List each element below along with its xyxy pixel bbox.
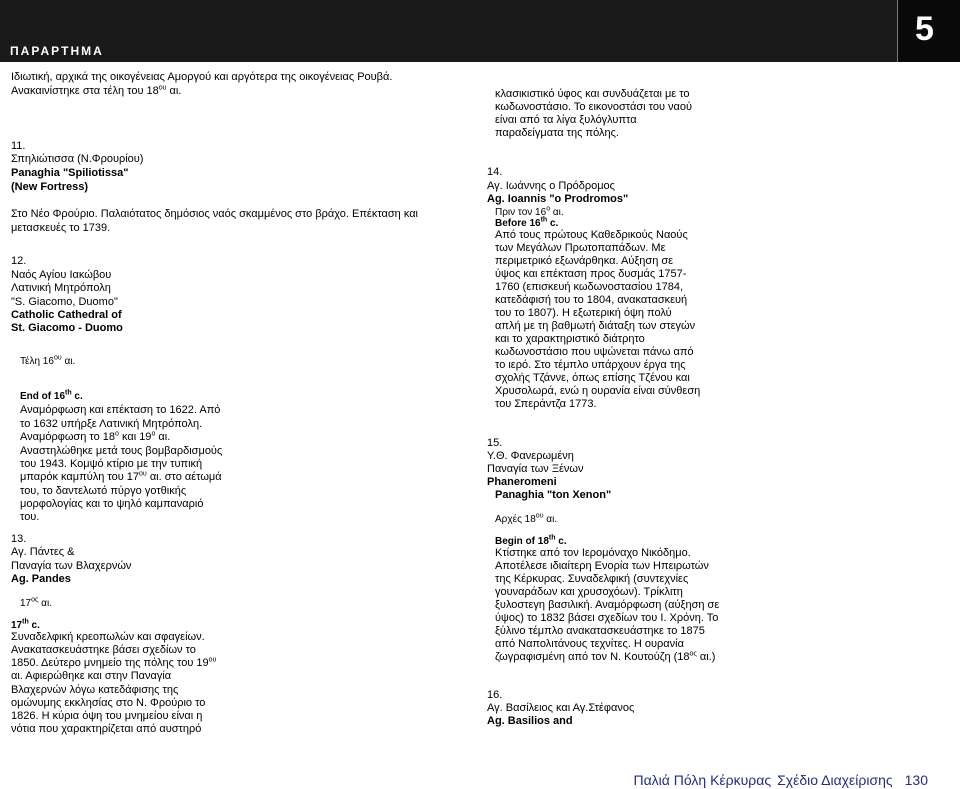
entry-15-number: 15. (487, 437, 503, 449)
entry-12-desc-7: του, το δαντελωτό πύργο γοτθικής (20, 485, 187, 497)
entry-14-desc-3: περιμετρικό εξωνάρθηκα. Αύξηση σε (495, 255, 674, 267)
entry-15-desc-9: ζωγραφισμένη από τον Ν. Κουτούζη ($18^{o\varsigma}$ αι.) (495, 650, 716, 663)
entry-13-desc-6: ομώνυμης εκκλησίας στο Ν. Φρούριο το (11, 697, 206, 709)
footer-subtitle: Σχέδιο Διαχείρισης (777, 772, 893, 788)
entry-15-desc-5: ξυλοστεγη βασιλική. Αναμόρφωση (αύξηση σε (495, 599, 720, 611)
entry-14-desc-12: σχολής Τζάννε, όπως επίσης Τζένου και (495, 372, 690, 384)
entry-12-name-2: Λατινική Μητρόπολη (11, 282, 111, 294)
entry-12-date-en: End of 16th c. (20, 389, 83, 402)
entry-13-date-en: 17th c. (11, 618, 40, 631)
entry-13-number: 13. (11, 533, 27, 545)
entry-14-desc-10: κωδωνοστάσιο που υψώνεται πάνω από (495, 346, 694, 358)
entry-15-name-1: Υ.Θ. Φανερωμένη (487, 450, 574, 462)
entry-11-desc-2: μετασκευές το 1739. (11, 222, 111, 234)
entry-12-desc-3: Αναμόρφωση το $18^o$ και $19^o$ αι. (20, 430, 171, 443)
entry-14-desc-4: ύψος και επέκταση προς δυσμάς 1757- (495, 268, 687, 280)
entry-13-desc-4: αι. Αφιερώθηκε και στην Παναγία (11, 670, 172, 682)
entry-11-desc-1: Στο Νέο Φρούριο. Παλαιότατος δημόσιος ναός σκαμμένος στο βράχο. Επέκταση και (11, 208, 418, 220)
entry-14-desc-1: Από τους πρώτους Καθεδρικούς Ναούς (495, 229, 688, 241)
entry-14-name-en: Ag. Ioannis "o Prodromos" (487, 193, 629, 205)
entry-14-name-gr: Αγ. Ιωάννης ο Πρόδρομος (487, 180, 615, 192)
entry-13-desc-2: Ανακατασκευάστηκε βάσει σχεδίων το (11, 644, 196, 656)
entry-14-desc-14: του Σπεράντζα 1773. (495, 398, 597, 410)
entry-13-desc-3: 1850. Δεύτερο μνημείο της πόλης του $19^{o\upsilon}$ (11, 656, 217, 669)
entry-14-desc-9: και το χαρακτηριστικό διάτρητο (495, 333, 645, 345)
entry-11-name-en: Panaghia "Spiliotissa" (11, 167, 129, 179)
entry-12-number: 12. (11, 255, 27, 267)
entry-13-desc-5: Βλαχερνών λόγω κατεδάφισης της (11, 684, 179, 696)
entry-13-date-gr: $17^{o\varsigma}$ αι. (20, 596, 52, 609)
chapter-number: 5 (915, 10, 934, 48)
entry-14-desc-8: απλή με τη βαθμωτή διάταξη των στεγών (495, 320, 696, 332)
entry-14-desc-7: του το 1807). Η εξωτερική όψη πολύ (495, 307, 672, 319)
entry-11-name-gr: Σπηλιώτισσα (Ν.Φρουρίου) (11, 153, 144, 165)
entry-15-desc-7: ξύλινο τέμπλο ανακατασκευάστηκε το 1875 (495, 625, 705, 637)
entry-14-date-gr: Πριν τον $16^o$ αι. (495, 205, 564, 218)
chapter-number-box (897, 0, 960, 62)
entry-12-name-3: "S. Giacomo, Duomo" (11, 296, 118, 308)
page-footer (627, 772, 928, 788)
entry-15-date-gr: Αρχές $18^{o\upsilon}$ αι. (495, 512, 558, 525)
entry-12-desc-8: μορφολογίας και το ψηλό καμπαναριό (20, 498, 204, 510)
header-bar (0, 0, 960, 62)
entry-16-number: 16. (487, 689, 503, 701)
entry-13-desc-1: Συναδελφική κρεοπωλών και σφαγείων. (11, 631, 205, 643)
entry-12-name-en-2: St. Giacomo - Duomo (11, 322, 123, 334)
continued-line-2: κωδωνοστάσιο. Το εικονοστάσι του ναού (495, 101, 693, 113)
entry-12-desc-6: μπαρόκ καμπύλη του $17^{o\upsilon}$ αι. στο αέτωμά (20, 470, 222, 483)
entry-12-desc-5: του 1943. Κομψό κτίριο με την τυπική (20, 458, 203, 470)
page-number: 130 (904, 772, 928, 788)
continued-line-3: είναι από τα λίγα ξυλόγλυπτα (495, 114, 637, 126)
entry-15-desc-6: ύψος) το 1832 βάσει σχεδίων του Ι. Χρόνη. Το (495, 612, 719, 624)
entry-16-name-gr: Αγ. Βασίλειος και Αγ.Στέφανος (487, 702, 635, 714)
entry-15-desc-3: της Κέρκυρας. Συναδελφική (συντεχνίες (495, 573, 689, 585)
entry-14-desc-11: το ιερό. Στο τέμπλο υπάρχουν έργα της (495, 359, 686, 371)
entry-14-desc-5: 1760 (επισκευή κωδωνοστασίου 1784, (495, 281, 684, 293)
entry-13-desc-8: νότια που χαρακτηρίζεται από αυστηρό (11, 723, 202, 735)
entry-12-desc-2: το 1632 υπήρξε Λατινική Μητρόπολη. (20, 418, 203, 430)
entry-16-name-en: Ag. Basilios and (487, 715, 573, 727)
entry-12-name-1: Ναός Αγίου Ιακώβου (11, 269, 112, 281)
entry-13-name-1: Αγ. Πάντες & (11, 546, 75, 558)
continued-line-4: παραδείγματα της πόλης. (495, 127, 619, 139)
entry-15-desc-2: Αποτέλεσε ιδιαίτερη Ενορία των Ηπειρωτών (495, 560, 709, 572)
entry-11-number: 11. (11, 140, 26, 152)
intro-line-1: Ιδιωτική, αρχικά της οικογένειας Αμοργού και αργότερα της οικογένειας Ρουβά. (11, 71, 393, 83)
entry-15-name-en-2: Panaghia "ton Xenon" (495, 489, 612, 501)
entry-14-desc-2: των Μεγάλων Πρωτοπαπάδων. Με (495, 242, 666, 254)
footer-title: Παλιά Πόλη Κέρκυρας (633, 772, 772, 788)
entry-15-desc-8: από Ναπολιτάνους τεχνίτες. Η ουρανία (495, 638, 684, 650)
entry-12-date-gr: Τέλη $16^{o\upsilon}$ αι. (20, 354, 76, 367)
entry-12-name-en-1: Catholic Cathedral of (11, 309, 122, 321)
entry-12-desc-1: Αναμόρφωση και επέκταση το 1622. Από (20, 404, 221, 416)
entry-12-desc-9: του. (20, 511, 40, 523)
entry-15-date-en: Begin of 18th c. (495, 534, 567, 547)
entry-13-name-en: Ag. Pandes (11, 573, 71, 585)
entry-14-date-en: Before 16th c. (495, 216, 559, 229)
entry-13-desc-7: 1826. Η κύρια όψη του μνημείου είναι η (11, 710, 203, 722)
entry-15-name-en-1: Phaneromeni (487, 476, 557, 488)
entry-15-desc-4: γουναράδων και χρυσοχόων). Τρίκλιτη (495, 586, 683, 598)
entry-15-name-2: Παναγία των Ξένων (487, 463, 584, 475)
section-title: ΠΑΡΑΡΤΗΜΑ (10, 44, 104, 58)
entry-14-number: 14. (487, 166, 503, 178)
entry-13-name-2: Παναγία των Βλαχερνών (11, 560, 132, 572)
entry-14-desc-13: Χρυσολωρά, ενώ η ουρανία είναι σύνθεση (495, 385, 701, 397)
intro-line-2: Ανακαινίστηκε στα τέλη του $18^{o\upsilon}$ αι. (11, 84, 182, 97)
entry-12-desc-4: Αναστηλώθηκε μετά τους βομβαρδισμούς (20, 445, 223, 457)
entry-15-desc-1: Κτίστηκε από τον Ιερομόναχο Νικόδημο. (495, 547, 691, 559)
continued-line-1: κλασικιστικό ύφος και συνδυάζεται με το (495, 88, 690, 100)
entry-14-desc-6: κατεδάφισή του το 1804, ανακατασκευή (495, 294, 688, 306)
entry-11-subtitle-en: (New Fortress) (11, 181, 89, 193)
